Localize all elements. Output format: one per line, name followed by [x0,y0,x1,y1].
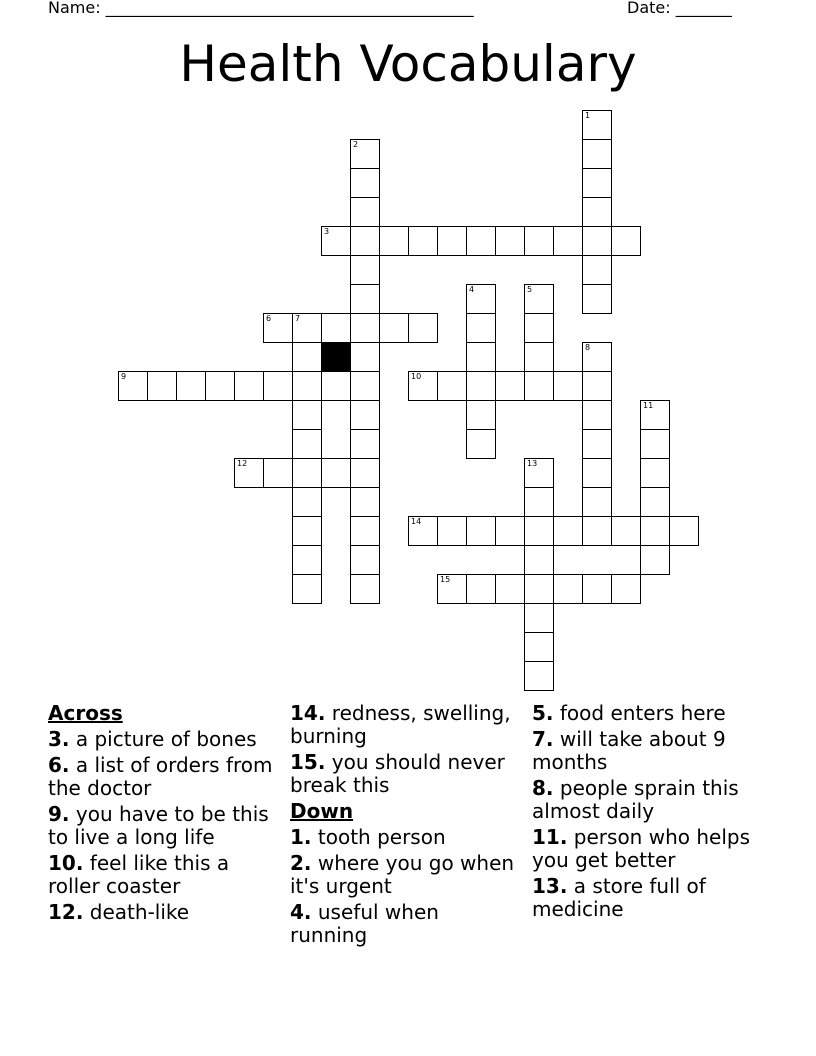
clue-number: 14 [411,517,422,526]
grid-cell[interactable] [582,371,612,401]
grid-cell[interactable] [669,516,699,546]
across-heading: Across [48,701,123,725]
grid-cell[interactable] [437,516,467,546]
grid-cell[interactable] [582,139,612,169]
grid-cell[interactable] [640,487,670,517]
grid-cell[interactable] [582,516,612,546]
grid-cell[interactable] [205,371,235,401]
grid-cell[interactable] [466,371,496,401]
grid-cell[interactable] [524,574,554,604]
grid-cell[interactable] [466,516,496,546]
grid-cell[interactable] [524,342,554,372]
grid-cell[interactable] [466,342,496,372]
grid-cell[interactable] [466,313,496,343]
grid-cell[interactable] [582,429,612,459]
clue-down-8: 8. people sprain this almost daily [532,776,739,823]
grid-cell[interactable] [350,458,380,488]
clue-column-1 [48,702,280,927]
clue-across-10: 10. feel like this a roller coaster [48,851,230,898]
grid-cell[interactable] [466,429,496,459]
clue-number: 1 [585,111,591,120]
grid-cell[interactable] [350,487,380,517]
grid-cell[interactable] [495,371,525,401]
grid-cell[interactable] [350,400,380,430]
grid-cell[interactable] [582,458,612,488]
grid-cell[interactable] [437,226,467,256]
grid-cell[interactable] [582,487,612,517]
grid-cell[interactable] [640,429,670,459]
grid-cell[interactable] [582,110,612,140]
clue-down-2: 2. where you go when it's urgent [290,851,515,898]
grid-cell[interactable] [292,458,322,488]
grid-cell[interactable] [263,313,293,343]
grid-cell[interactable] [118,371,148,401]
grid-cell[interactable] [582,197,612,227]
grid-cell[interactable] [495,574,525,604]
grid-cell[interactable] [350,429,380,459]
grid-cell[interactable] [640,458,670,488]
grid-cell[interactable] [611,516,641,546]
clue-column-2 [290,702,522,950]
grid-cell[interactable] [582,574,612,604]
grid-cell[interactable] [350,139,380,169]
clue-down-4: 4. useful when running [290,900,439,947]
grid-cell[interactable] [292,516,322,546]
grid-cell[interactable] [524,487,554,517]
grid-cell[interactable] [263,371,293,401]
grid-cell[interactable] [350,313,380,343]
clue-number: 11 [643,401,654,410]
grid-cell[interactable] [524,545,554,575]
grid-cell[interactable] [350,284,380,314]
grid-cell[interactable] [147,371,177,401]
grid-cell[interactable] [350,226,380,256]
grid-cell[interactable] [553,371,583,401]
grid-cell[interactable] [611,226,641,256]
name-field[interactable]: Name: ______________________________________________ [48,0,474,17]
grid-cell[interactable] [582,400,612,430]
grid-cell[interactable] [524,603,554,633]
grid-cell[interactable] [466,400,496,430]
grid-cell[interactable] [321,458,351,488]
clue-down-5: 5. food enters here [532,701,726,725]
grid-cell[interactable] [582,255,612,285]
grid-cell[interactable] [350,168,380,198]
clue-number: 2 [353,140,359,149]
grid-cell[interactable] [582,226,612,256]
clue-across-6: 6. a list of orders from the doctor [48,753,273,800]
clue-number: 5 [527,285,533,294]
grid-cell[interactable] [466,284,496,314]
clue-number: 9 [121,372,127,381]
clue-across-14: 14. redness, swelling, burning [290,701,511,748]
clue-down-13: 13. a store full of medicine [532,874,706,921]
clue-number: 7 [295,314,301,323]
grid-cell[interactable] [553,516,583,546]
grid-cell[interactable] [408,313,438,343]
grid-cell[interactable] [321,226,351,256]
clue-column-3 [532,702,772,924]
clue-down-1: 1. tooth person [290,825,446,849]
grid-cell[interactable] [524,516,554,546]
grid-cell[interactable] [379,313,409,343]
grid-cell[interactable] [524,632,554,662]
grid-cell[interactable] [495,226,525,256]
clue-across-3: 3. a picture of bones [48,727,257,751]
clue-down-7: 7. will take about 9 months [532,727,726,774]
grid-cell[interactable] [263,458,293,488]
grid-cell[interactable] [350,197,380,227]
clue-number: 12 [237,459,248,468]
grid-cell[interactable] [379,226,409,256]
grid-cell[interactable] [553,226,583,256]
grid-cell[interactable] [408,516,438,546]
clue-number: 3 [324,227,330,236]
grid-cell[interactable] [640,516,670,546]
grid-cell[interactable] [640,545,670,575]
clue-down-11: 11. person who helps you get better [532,825,750,872]
grid-cell[interactable] [350,545,380,575]
grid-cell[interactable] [350,574,380,604]
grid-cell[interactable] [350,371,380,401]
grid-cell[interactable] [234,371,264,401]
grid-cell[interactable] [321,371,351,401]
grid-cell[interactable] [582,342,612,372]
grid-cell[interactable] [321,313,351,343]
date-field[interactable]: Date: _______ [627,0,732,17]
clue-across-12: 12. death-like [48,900,190,924]
grid-cell[interactable] [292,487,322,517]
clue-number: 10 [411,372,422,381]
grid-cell[interactable] [408,226,438,256]
grid-cell[interactable] [292,313,322,343]
down-heading: Down [290,799,354,823]
grid-cell[interactable] [292,574,322,604]
grid-cell[interactable] [437,574,467,604]
grid-cell[interactable] [553,574,583,604]
grid-cell[interactable] [292,342,322,372]
page-title: Health Vocabulary [179,35,637,93]
grid-cell[interactable] [582,284,612,314]
grid-cell[interactable] [437,371,467,401]
grid-cell[interactable] [582,168,612,198]
clue-number: 4 [469,285,475,294]
grid-cell[interactable] [292,429,322,459]
grid-cell[interactable] [408,371,438,401]
grid-cell[interactable] [292,371,322,401]
grid-cell[interactable] [524,226,554,256]
clue-number: 13 [527,459,538,468]
clue-across-15: 15. you should never break this [290,750,505,797]
clue-number: 8 [585,343,591,352]
grid-cell[interactable] [292,400,322,430]
grid-cell[interactable] [466,226,496,256]
clue-number: 15 [440,575,451,584]
grid-cell[interactable] [524,661,554,691]
grid-cell[interactable] [292,545,322,575]
clue-number: 6 [266,314,272,323]
grid-cell[interactable] [350,516,380,546]
grid-cell[interactable] [350,255,380,285]
grid-cell[interactable] [466,574,496,604]
grid-cell[interactable] [640,400,670,430]
grid-cell[interactable] [524,371,554,401]
blocked-cell [321,342,351,372]
grid-cell[interactable] [524,458,554,488]
grid-cell[interactable] [495,516,525,546]
grid-cell[interactable] [234,458,264,488]
clue-across-9: 9. you have to be this to live a long life [48,802,269,849]
grid-cell[interactable] [524,313,554,343]
grid-cell[interactable] [524,284,554,314]
grid-cell[interactable] [611,574,641,604]
grid-cell[interactable] [350,342,380,372]
grid-cell[interactable] [176,371,206,401]
